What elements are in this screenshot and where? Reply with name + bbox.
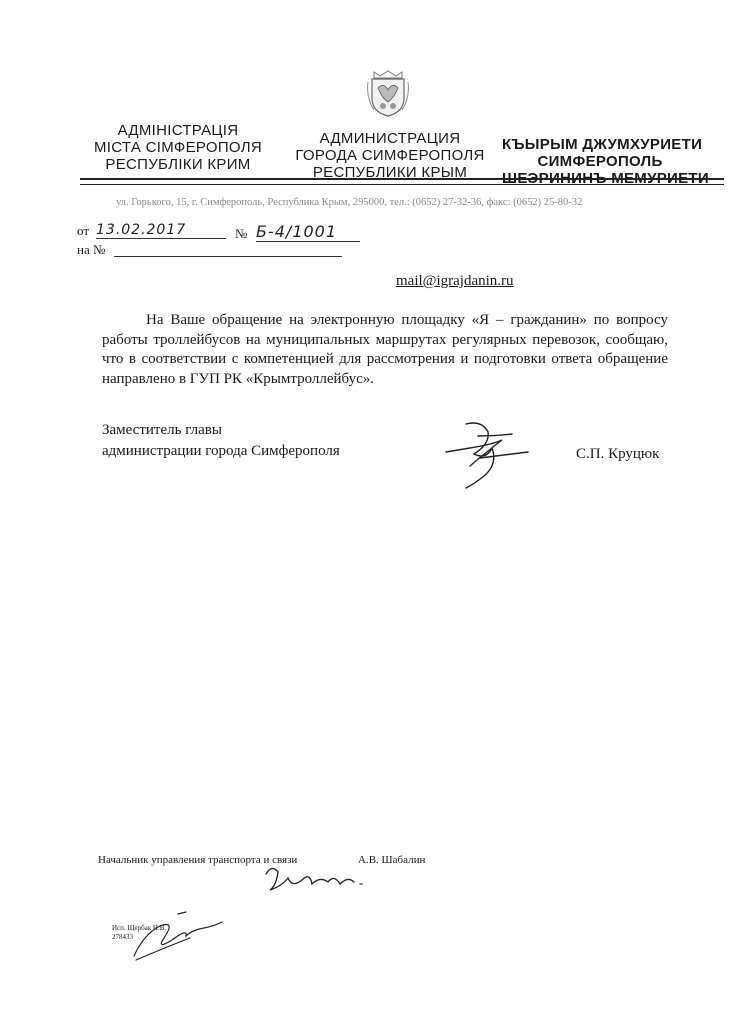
signatory-title-line1: Заместитель главы xyxy=(102,422,222,438)
header-crimean-tatar-line2: СИМФЕРОПОЛЬ xyxy=(537,153,663,170)
reply-to-label: на № xyxy=(77,242,106,257)
approval-name: А.В. Шабалин xyxy=(358,854,426,866)
approval-signature-mark xyxy=(262,862,372,896)
header-ukrainian-line1: АДМІНІСТРАЦІЯ xyxy=(117,122,239,139)
header-ukrainian xyxy=(88,122,268,173)
header-russian xyxy=(292,130,488,181)
executor-phone: 278433 xyxy=(112,933,133,941)
from-label: от xyxy=(77,223,90,238)
recipient-email-link[interactable]: mail@igrajdanin.ru xyxy=(396,273,514,289)
signature-mark xyxy=(440,418,536,494)
signatory-name: С.П. Круцюк xyxy=(576,446,660,462)
letter-number: Б-4/1001 xyxy=(256,222,360,242)
signatory-title-line2: администрации города Симферополя xyxy=(102,443,340,459)
header-russian-line1: АДМИНИСТРАЦИЯ xyxy=(319,130,461,147)
header-address: ул. Горького, 15, г. Симферополь, Республика Крым, 295000, тел.: (0652) 27-32-36, факс: (0652) 25-80-32 xyxy=(116,197,583,208)
header-russian-line3: РЕСПУБЛИКИ КРЫМ xyxy=(312,164,468,181)
approval-title: Начальник управления транспорта и связи xyxy=(98,854,298,866)
coat-of-arms-emblem xyxy=(366,68,410,118)
header-russian-line2: ГОРОДА СИМФЕРОПОЛЯ xyxy=(295,147,485,164)
letter-body: На Ваше обращение на электронную площадку «Я – гражданин» по вопросу работы троллейбусов на муниципальных маршрутах регулярных перевозок, сообщаю, что в соответствии с компетенцией для рассмотрения и подготовки ответа обращение направлено в ГУП РК «Крымтроллейбус». xyxy=(102,312,668,387)
reply-to-line xyxy=(114,256,342,257)
number-label: № xyxy=(235,226,248,241)
executor-signature-mark xyxy=(116,904,226,964)
header-divider-thick xyxy=(80,178,724,180)
header-ukrainian-line3: РЕСПУБЛІКИ КРИМ xyxy=(105,156,251,173)
executor-name: Исп. Щербак Н.В. xyxy=(112,924,167,932)
letter-date: 13.02.2017 xyxy=(96,222,226,239)
header-crimean-tatar-line3: ШЕЭРИНИНЪ МЕМУРИЕТИ xyxy=(502,170,709,187)
header-ukrainian-line2: МІСТА СІМФЕРОПОЛЯ xyxy=(94,139,262,156)
header-divider-thin xyxy=(80,184,724,185)
header-crimean-tatar-line1: КЪЫРЫМ ДЖУМХУРИЕТИ xyxy=(502,136,703,153)
